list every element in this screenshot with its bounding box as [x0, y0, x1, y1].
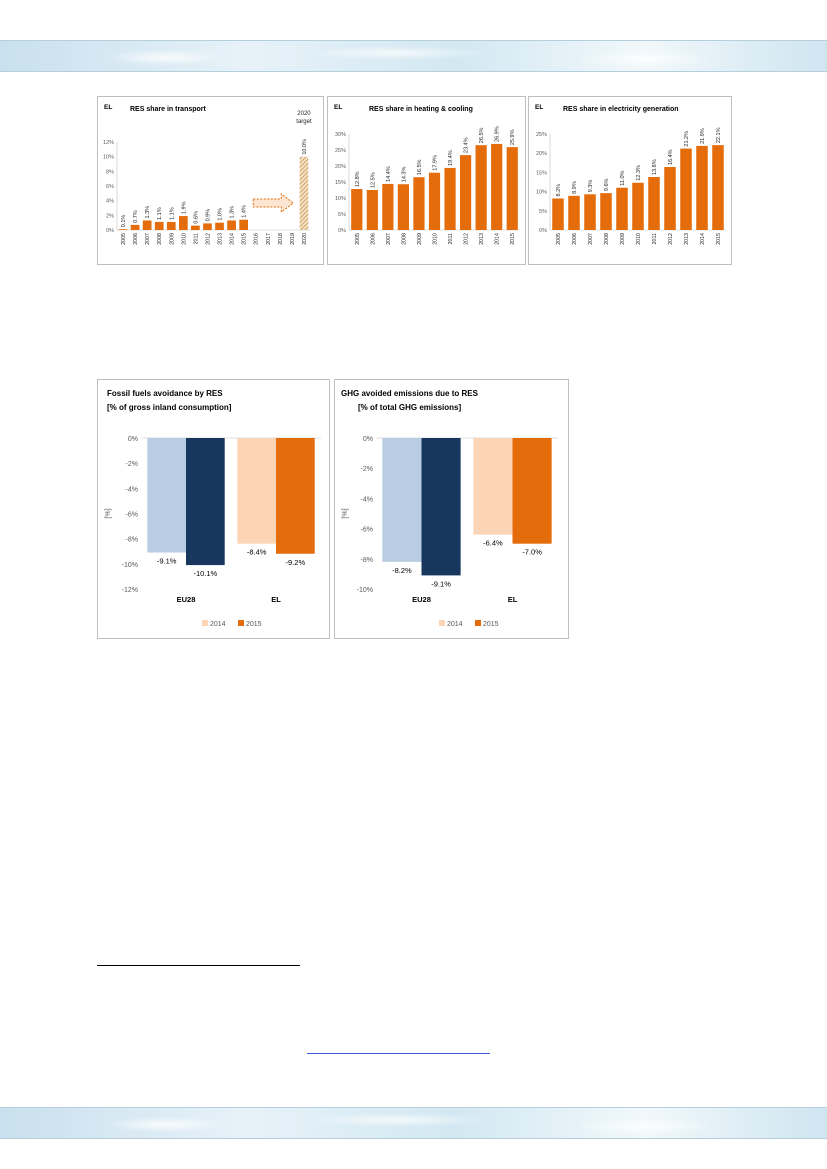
x-tick-label: 2013 [479, 233, 486, 245]
x-tick-label: 2013 [684, 233, 690, 245]
fossil-fuels-chart [98, 380, 329, 638]
bar [119, 229, 128, 230]
header-banner [0, 40, 827, 72]
data-label: -7.0% [522, 547, 542, 557]
country-label: EL [535, 104, 544, 111]
bar [398, 184, 409, 230]
x-tick-label: 2010 [432, 233, 439, 245]
bar [382, 184, 393, 230]
bar [696, 146, 708, 230]
x-tick-label: 2008 [157, 233, 164, 245]
y-tick-label: 5% [539, 208, 547, 215]
chart-title: RES share in heating & cooling [369, 106, 473, 113]
x-tick-label: 2009 [416, 233, 423, 245]
bar [680, 149, 692, 230]
data-label: 8.9% [572, 181, 578, 194]
bar [712, 145, 724, 230]
bar [552, 199, 564, 230]
x-tick-label: 2005 [354, 233, 361, 245]
data-label: 1.3% [145, 205, 152, 219]
data-label: -6.4% [483, 538, 503, 548]
x-category-label: EL [271, 595, 281, 604]
bar [664, 167, 676, 230]
x-tick-label: 2005 [556, 233, 562, 245]
x-tick-label: 2012 [463, 233, 470, 245]
bar [632, 183, 644, 230]
x-tick-label: 2011 [448, 233, 455, 245]
bar [143, 220, 152, 230]
footer-banner [0, 1107, 827, 1139]
country-label: EL [334, 104, 343, 111]
legend-label: 2014 [447, 621, 463, 628]
data-label: 23.4% [463, 137, 470, 154]
y-tick-label: 10% [334, 196, 346, 202]
x-tick-label: 2010 [636, 233, 642, 245]
data-label: 25.9% [510, 129, 517, 146]
bar [131, 225, 140, 230]
y-tick-label: 15% [334, 180, 346, 186]
data-label: 17.9% [432, 155, 439, 171]
data-label: -9.1% [156, 556, 177, 566]
legend-label: 2015 [483, 621, 499, 628]
y-tick-label: 2% [106, 213, 114, 220]
x-tick-label: 2006 [133, 233, 140, 245]
data-label: -8.2% [392, 565, 412, 575]
bar [382, 438, 421, 562]
data-label: 0.9% [205, 208, 212, 222]
y-tick-label: -6% [125, 511, 138, 519]
data-label: 1.4% [241, 205, 248, 218]
x-tick-label: 2011 [652, 233, 658, 245]
data-label: 16.5% [416, 159, 423, 176]
data-label: 11.0% [620, 170, 626, 186]
y-tick-label: 6% [106, 184, 114, 190]
x-category-label: EU28 [176, 595, 196, 604]
data-label: -8.4% [246, 547, 267, 557]
data-label: 0.1% [121, 214, 128, 228]
data-label: 14.3% [401, 166, 408, 183]
data-label: 26.9% [494, 126, 501, 142]
chart-title: RES share in electricity generation [563, 106, 679, 113]
bar [300, 157, 309, 230]
bar [429, 173, 440, 230]
ghg-chart-panel [334, 379, 569, 639]
x-tick-label: 2014 [494, 233, 501, 245]
data-label: 12.3% [636, 165, 642, 181]
bar [186, 438, 225, 565]
data-label: 22.1% [716, 127, 722, 144]
x-tick-label: 2014 [700, 233, 706, 245]
target-annotation-line2: target [296, 119, 312, 125]
data-label: 21.2% [684, 130, 690, 147]
x-category-label: EL [507, 595, 518, 604]
bar [147, 438, 186, 553]
x-tick-label: 2008 [401, 233, 408, 245]
y-tick-label: 30% [334, 132, 346, 138]
y-tick-label: -10% [121, 561, 138, 569]
legend-swatch [238, 620, 244, 626]
x-tick-label: 2017 [265, 233, 272, 245]
x-category-label: EU28 [412, 595, 431, 604]
y-tick-label: 4% [106, 198, 114, 205]
x-tick-label: 2012 [668, 233, 674, 245]
legend-swatch [439, 620, 445, 626]
x-tick-label: 2007 [588, 233, 594, 245]
bar [616, 188, 628, 230]
y-tick-label: -6% [360, 526, 373, 534]
electricity-chart [529, 97, 731, 264]
y-tick-label: -4% [360, 496, 373, 504]
x-tick-label: 2015 [510, 233, 517, 245]
fossil-fuels-chart-panel [97, 379, 330, 639]
data-label: 26.5% [479, 127, 486, 144]
country-label: EL [104, 104, 113, 111]
data-label: 1.0% [217, 208, 224, 221]
legend-label: 2015 [246, 621, 262, 628]
bar [203, 223, 212, 230]
y-tick-label: 10% [102, 154, 114, 161]
footnote-link-underline [307, 1053, 490, 1054]
legend-label: 2014 [210, 621, 226, 628]
bar [422, 438, 461, 575]
bar [351, 189, 362, 230]
bar [239, 220, 248, 230]
bar [367, 190, 378, 230]
y-tick-label: 20% [535, 151, 547, 158]
bar [215, 223, 224, 230]
x-tick-label: 2007 [385, 233, 392, 245]
data-label: 1.1% [157, 207, 164, 220]
x-tick-label: 2009 [620, 233, 626, 245]
x-tick-label: 2006 [370, 233, 377, 245]
bar [191, 226, 200, 230]
bar [584, 194, 596, 230]
bar [476, 145, 487, 230]
y-tick-label: 0% [338, 228, 346, 234]
x-tick-label: 2006 [572, 233, 578, 245]
bar [568, 196, 580, 230]
bar [227, 220, 236, 230]
x-tick-label: 2016 [253, 233, 260, 245]
y-tick-label: -12% [121, 587, 138, 594]
chart-title-line1: Fossil fuels avoidance by RES [107, 389, 223, 398]
x-tick-label: 2015 [241, 233, 248, 245]
data-label: 21.9% [700, 128, 706, 144]
x-tick-label: 2009 [169, 233, 176, 245]
data-label: -9.1% [431, 579, 451, 589]
data-label: 14.4% [385, 166, 392, 182]
dashed-arrow-icon [253, 194, 293, 212]
bar [648, 177, 660, 230]
footnote-separator [97, 965, 300, 966]
x-tick-label: 2008 [604, 233, 610, 245]
legend-swatch [475, 620, 481, 626]
data-label: 0.7% [133, 210, 140, 223]
y-tick-label: -2% [360, 466, 373, 474]
data-label: 16.4% [668, 149, 674, 166]
bar [167, 222, 176, 230]
data-label: 8.2% [556, 183, 562, 197]
data-label: -10.1% [193, 569, 218, 579]
x-tick-label: 2013 [217, 233, 224, 245]
legend-swatch [202, 620, 208, 626]
y-tick-label: -4% [125, 486, 138, 494]
chart-title-line1: GHG avoided emissions due to RES [341, 389, 478, 398]
y-tick-label: 0% [127, 436, 138, 443]
y-tick-label: 8% [106, 169, 114, 176]
bar [513, 438, 552, 544]
data-label: 9.6% [604, 178, 610, 192]
x-tick-label: 2020 [301, 233, 308, 245]
y-tick-label: -8% [360, 556, 373, 564]
chart-title-line2: [% of total GHG emissions] [358, 403, 462, 412]
target-annotation-line1: 2020 [297, 111, 311, 117]
bar [276, 438, 315, 554]
transport-chart [98, 97, 323, 264]
bar [473, 438, 512, 535]
bar [155, 222, 164, 230]
transport-chart-panel [97, 96, 324, 265]
data-label: -9.2% [285, 557, 306, 567]
x-tick-label: 2019 [289, 233, 296, 245]
y-axis-label: [%] [105, 508, 112, 519]
bar [444, 168, 455, 230]
heating-cooling-chart-panel [327, 96, 526, 265]
x-tick-label: 2018 [277, 233, 284, 245]
x-tick-label: 2012 [205, 233, 212, 245]
chart-title: RES share in transport [130, 106, 206, 113]
data-label: 13.8% [652, 159, 658, 176]
bar [491, 144, 502, 230]
electricity-chart-panel [528, 96, 732, 265]
x-tick-label: 2007 [145, 233, 152, 245]
y-tick-label: -8% [125, 536, 138, 544]
bar [413, 177, 424, 230]
heating-cooling-chart [328, 97, 525, 264]
y-tick-label: 12% [102, 140, 114, 146]
data-label: 12.5% [370, 172, 377, 188]
bar [237, 438, 276, 544]
y-tick-label: 5% [338, 212, 346, 218]
x-tick-label: 2005 [121, 233, 128, 245]
x-tick-label: 2010 [181, 233, 188, 245]
y-tick-label: 20% [334, 164, 346, 170]
ghg-chart [335, 380, 568, 638]
data-label: 9.3% [588, 179, 594, 193]
x-tick-label: 2014 [229, 233, 236, 245]
data-label: 1.1% [169, 207, 176, 220]
y-tick-label: 0% [362, 436, 373, 443]
data-label: 19.4% [448, 150, 455, 166]
y-tick-label: -2% [125, 461, 138, 469]
y-tick-label: 15% [535, 170, 547, 177]
y-tick-label: 0% [539, 228, 547, 234]
data-label: 1.9% [181, 201, 188, 215]
x-tick-label: 2011 [193, 233, 200, 245]
y-tick-label: 25% [535, 132, 547, 138]
chart-title-line2: [% of gross inland consumption] [107, 403, 232, 412]
data-label: 12.8% [354, 171, 361, 188]
x-tick-label: 2015 [716, 233, 722, 245]
y-axis-label: [%] [342, 508, 349, 519]
y-tick-label: 0% [106, 228, 114, 234]
y-tick-label: 10% [535, 189, 547, 196]
bar [600, 193, 612, 230]
y-tick-label: 25% [334, 148, 346, 154]
bar [507, 147, 518, 230]
data-label: 0.6% [193, 211, 200, 224]
data-label: 10.0% [301, 139, 308, 155]
bar [179, 216, 188, 230]
y-tick-label: -10% [356, 587, 373, 594]
data-label: 1.3% [229, 205, 236, 219]
bar [460, 155, 471, 230]
